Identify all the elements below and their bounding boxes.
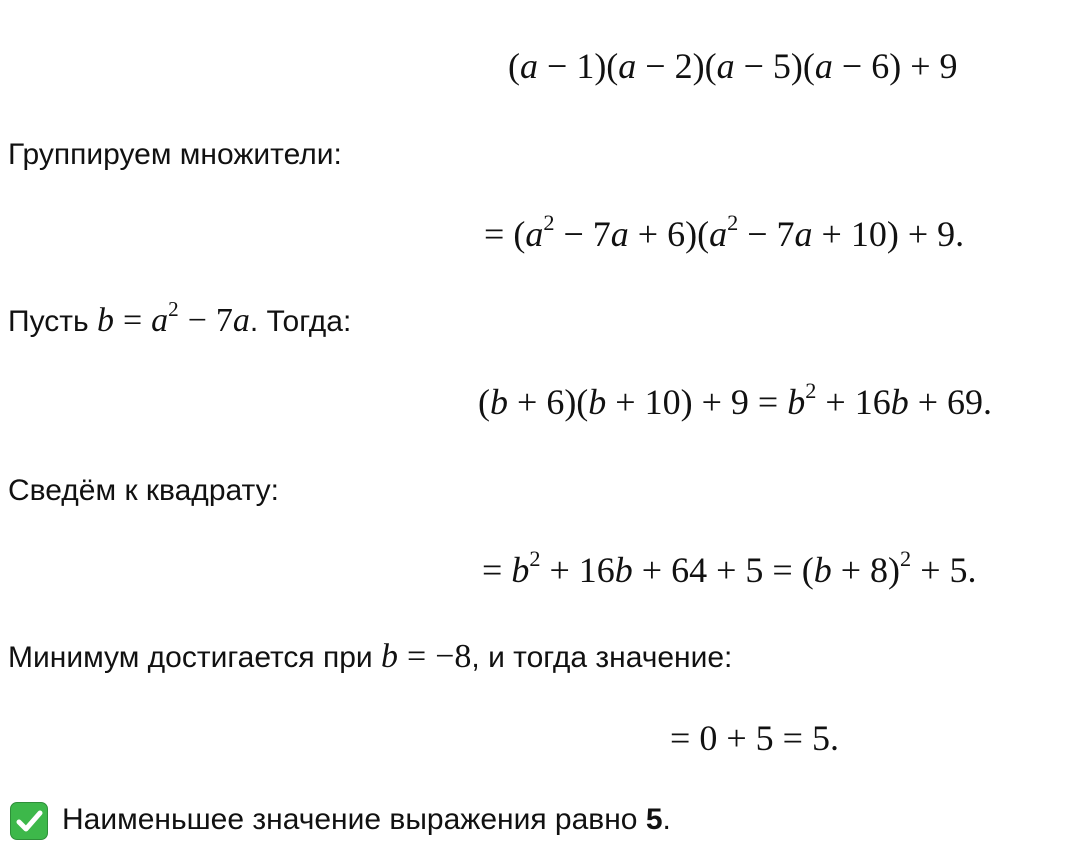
- final-answer-text: Наименьшее значение выражения равно: [62, 803, 638, 836]
- minimum-math: b = −8: [381, 638, 472, 675]
- group-factors-label: Группируем множители:: [8, 138, 342, 171]
- minimum-label: [8, 638, 732, 677]
- substitution-prefix: Пусть: [8, 305, 89, 338]
- minimum-prefix: Минимум достигается при: [8, 641, 373, 674]
- substitution-suffix: . Тогда:: [249, 305, 352, 338]
- minimum-suffix: , и тогда значение:: [471, 641, 733, 674]
- substitution-label: [8, 296, 352, 341]
- final-answer-period: .: [662, 803, 671, 836]
- final-answer: [62, 801, 671, 839]
- substituted-expression: $(b + 6)(b + 10) + 9 = b^2 + 16b + 69$.: [478, 377, 993, 422]
- final-answer-value: 5: [645, 803, 663, 836]
- complete-square-label: Сведём к квадрату:: [8, 474, 279, 507]
- completed-square-expression: = $b^2 + 16b + 64 + 5 = (b + 8)^2 + 5$.: [482, 545, 977, 590]
- minimum-value-expression: = 0 + 5 = 5.: [670, 718, 839, 758]
- substitution-math: $b = a^2 - 7a$: [96, 296, 250, 339]
- check-mark-button-icon: [10, 802, 48, 840]
- original-expression: (a − 1)(a − 2)(a − 5)(a − 6) + 9: [508, 46, 958, 86]
- grouped-expression: = $(a^2 - 7a + 6)(a^2 - 7a + 10) + 9$.: [484, 209, 965, 254]
